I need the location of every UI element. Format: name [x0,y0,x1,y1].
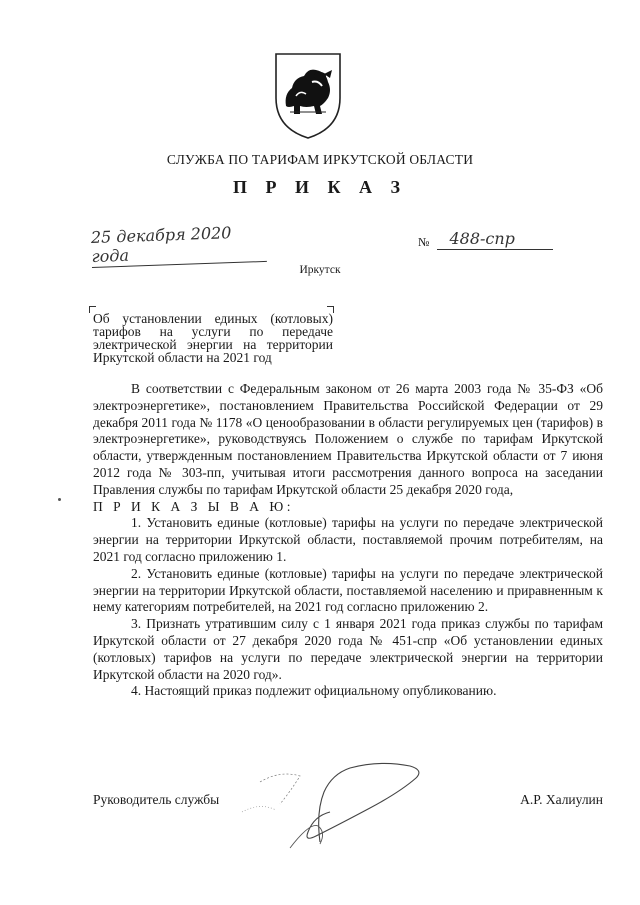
number-sign: № [418,235,430,249]
agency-name: СЛУЖБА ПО ТАРИФАМ ИРКУТСКОЙ ОБЛАСТИ [166,152,474,167]
order-item: 1. Установить единые (котловые) тарифы на услуги по передаче электрической энергии на территории Иркутской области, поставляемой прочим потребителям, на 2021 год согласно приложению 1. [93,515,603,564]
preamble-paragraph: В соответствии с Федеральным законом от 26 марта 2003 года № 35-ФЗ «Об электроэнергетике», постановлением Правительства Российской Федерации от 29 декабря 2011 года № 1178 «О ценообразовании в области регулируемых цен (тарифов) в электроэнергетике», руководствуясь Положением о службе по тарифам Иркутской области, утвержденным постановлением Правительства Иркутской области от 7 июня 2012 года № 303-пп, учитывая итоги рассмотрения данного вопроса на заседании Правления службы по тарифам Иркутской области 25 декабря 2020 года, [93,381,603,497]
order-item: 2. Установить единые (котловые) тарифы на услуги по передаче электрической энергии на территории Иркутской области, поставляемой населению и приравненным к нему категориям потребителей, на 2021 год согласно приложению 2. [93,565,603,615]
order-word: П Р И К А З Ы В А Ю: [93,498,295,514]
order-body [93,381,603,700]
signatory-role: Руководитель службы [93,792,220,807]
order-subject: Об установлении единых (котловых) тарифов на услуги по передаче электрической энергии на территории Иркутской области на 2021 год [93,311,333,365]
order-number-handwritten: 488-спр [437,229,553,250]
margin-dot [58,498,61,501]
order-date-handwritten: 25 декабря 2020 года [91,222,267,268]
signatory-name: А.Р. Халиулин [520,792,603,807]
handwritten-signature [220,752,430,852]
order-item: 3. Признать утратившим силу с 1 января 2021 года приказ службы по тарифам Иркутской области от 27 декабря 2020 года № 451-спр «Об установлении единых (котловых) тарифов на услуги по передаче электрической энергии на территории Иркутской области на 2020 год». [93,616,603,682]
coat-of-arms-emblem [270,50,346,140]
order-number-field [418,229,553,250]
city-name: Иркутск [299,264,341,276]
order-item: 4. Настоящий приказ подлежит официальному опубликованию. [131,683,497,699]
document-type-title: П Р И К А З [232,177,408,197]
